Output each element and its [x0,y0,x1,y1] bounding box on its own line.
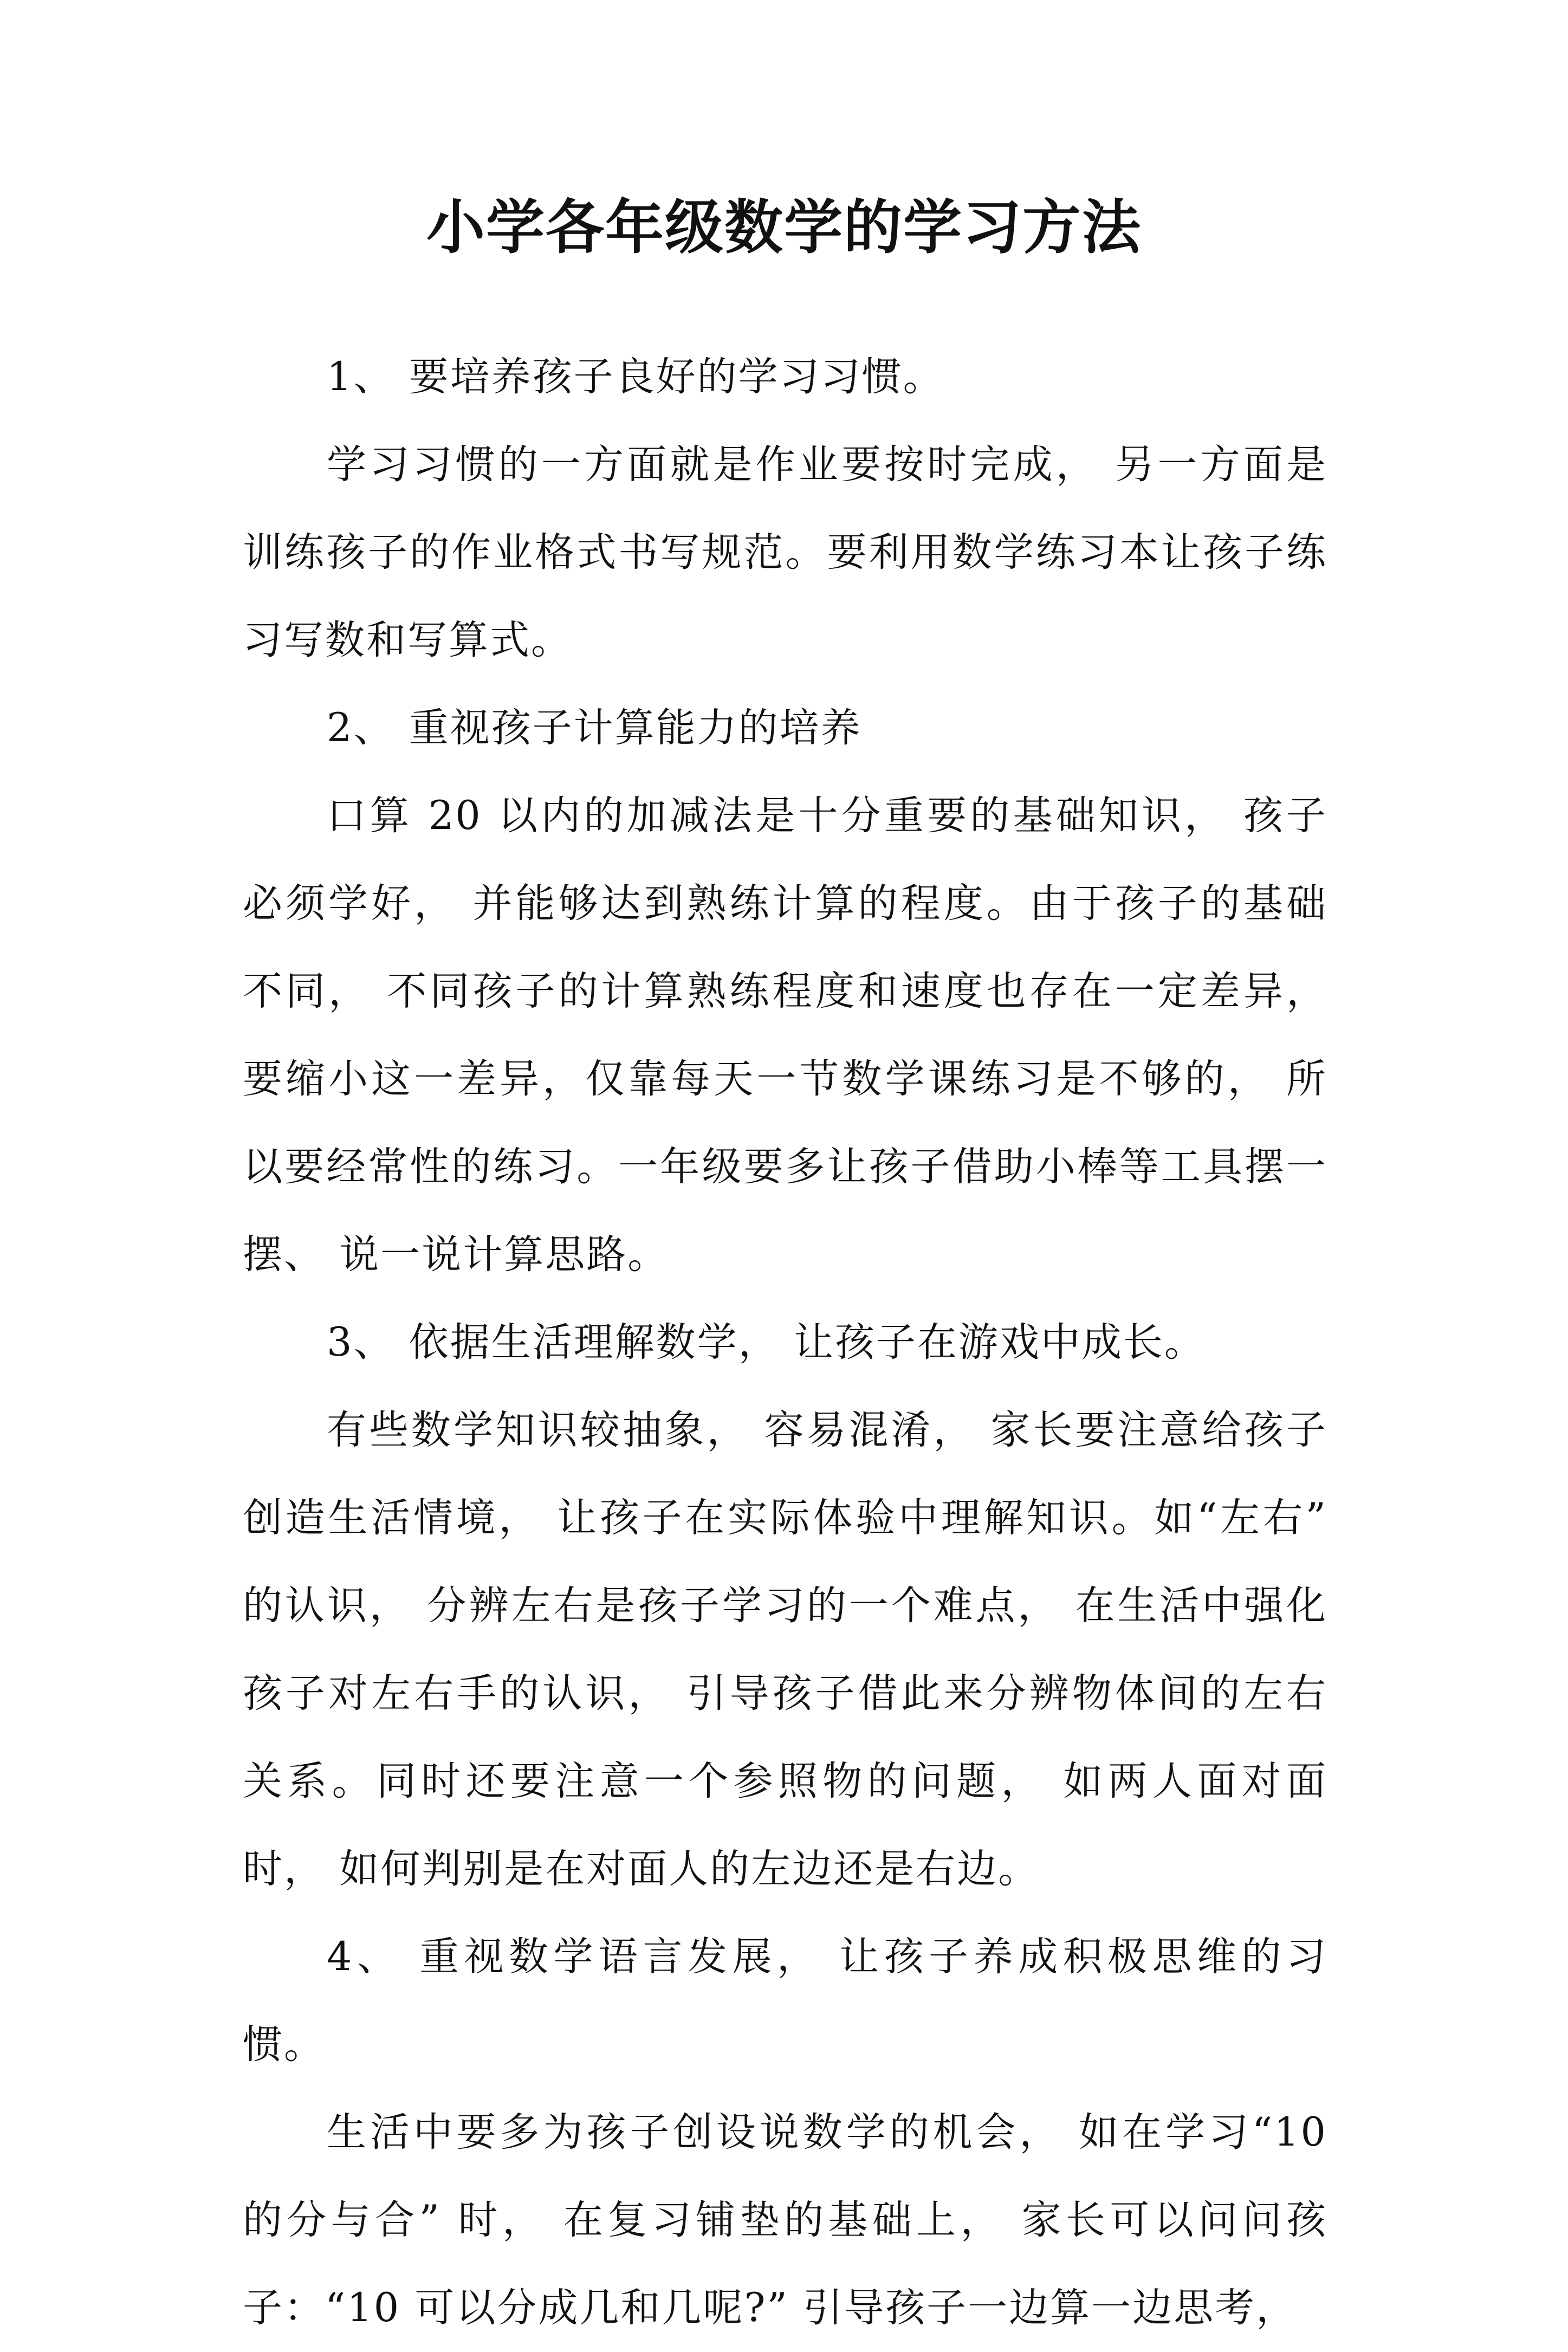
paragraph: 学习习惯的一方面就是作业要按时完成， 另一方面是训练孩子的作业格式书写规范。要利用数学练习本让孩子练习写数和写算式。 [243,442,1327,663]
paragraph-heading-3: 3、 依据生活理解数学， 让孩子在游戏中成长。 [327,1319,1206,1365]
paragraph-heading-1: 1、 要培养孩子良好的学习习惯。 [327,354,944,400]
paragraph-heading-4: 4、 重视数学语言发展， 让孩子养成积极思维的习惯。 [243,1934,1327,2068]
paragraph: 生活中要多为孩子创设说数学的机会， 如在学习“10 的分与合” 时， 在复习铺垫的基础上， 家长可以问问孩子：“10 可以分成几和几呢?” 引导孩子一边算一边思考， [243,2109,1327,2331]
document-body [243,333,1327,2352]
document-title: 小学各年级数学的学习方法 [426,193,1142,262]
paragraph: 口算 20 以内的加减法是十分重要的基础知识， 孩子必须学好， 并能够达到熟练计算的程度。由于孩子的基础不同， 不同孩子的计算熟练程度和速度也存在一定差异， 要缩小这一差异，仅靠每天一节数学课练习是不够的， 所以要经常性的练习。一年级要多让孩子借助小棒等工具摆一摆、 说一说计算思路。 [243,793,1327,1278]
paragraph-heading-2: 2、 重视孩子计算能力的培养 [327,705,862,751]
paragraph: 有些数学知识较抽象， 容易混淆， 家长要注意给孩子创造生活情境， 让孩子在实际体验中理解知识。如“左右” 的认识， 分辨左右是孩子学习的一个难点， 在生活中强化孩子对左右手的认识， 引导孩子借此来分辨物体间的左右关系。同时还要注意一个参照物的问题， 如两人面对面时， 如何判别是在对面人的左边还是右边。 [243,1407,1327,1892]
